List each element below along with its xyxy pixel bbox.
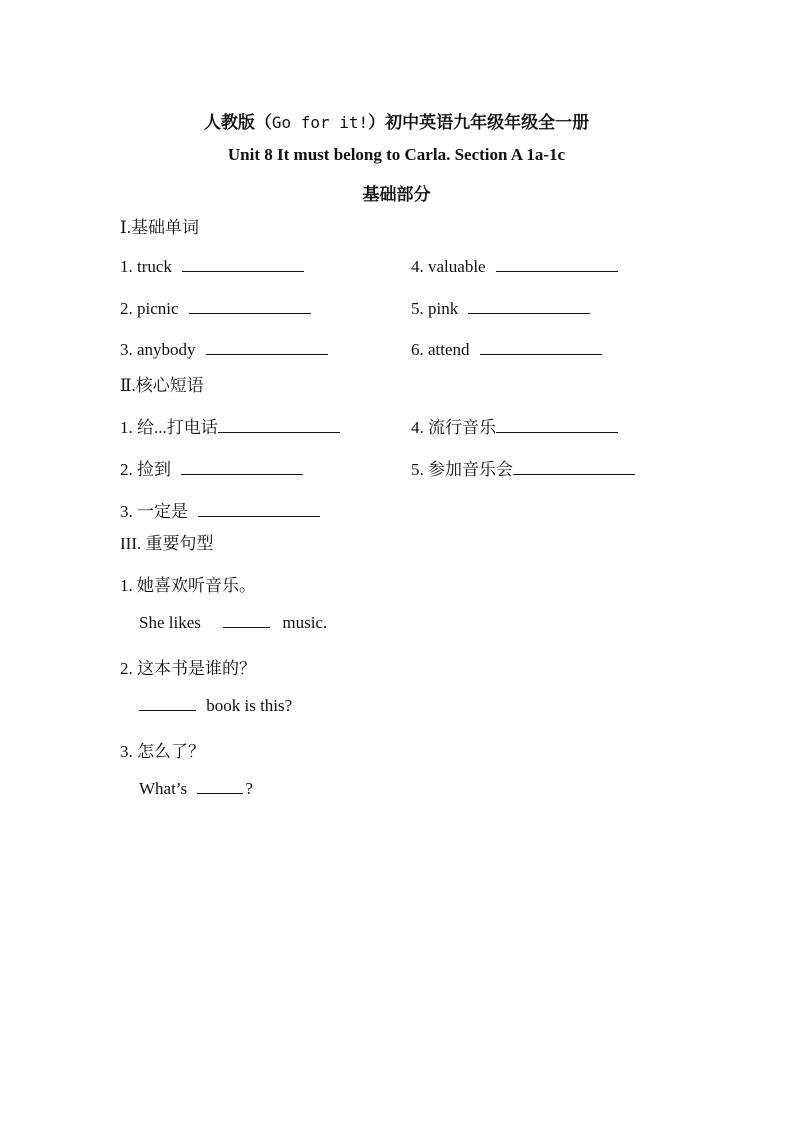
vocab-item [120, 340, 328, 360]
phrase-item [411, 413, 618, 438]
vocab-item [120, 299, 311, 319]
title-series: Go for it! [271, 113, 369, 132]
sentence-post: music. [282, 613, 328, 632]
sentence-answer-line [139, 613, 327, 633]
answer-blank[interactable] [139, 696, 196, 711]
vocab-item [120, 257, 304, 277]
sentence-answer-line [139, 696, 292, 716]
title-suffix: ）初中英语九年级年级全一册 [368, 113, 590, 132]
sentence-prompt: 1. 她喜欢听音乐。 [120, 576, 256, 595]
answer-blank[interactable] [182, 257, 304, 272]
sentence-answer-line [139, 779, 253, 799]
section-vocabulary-heading: Ⅰ.基础单词 [120, 218, 199, 237]
vocab-label: 4. valuable [411, 257, 486, 276]
sentence-post: book is this? [206, 696, 293, 715]
answer-blank[interactable] [468, 299, 590, 314]
phrase-item [120, 413, 340, 438]
phrase-item [120, 497, 320, 522]
sentence-pre: She likes [139, 613, 201, 632]
phrase-label: 2. 捡到 [120, 460, 171, 479]
section-sentences-heading: III. 重要句型 [120, 534, 214, 553]
answer-blank[interactable] [181, 460, 303, 475]
document-title [0, 108, 793, 133]
sentence-prompt: 2. 这本书是谁的？ [120, 659, 256, 678]
vocab-item [411, 340, 602, 360]
answer-blank[interactable] [198, 502, 320, 517]
answer-blank[interactable] [496, 418, 618, 433]
section-phrases-heading: Ⅱ.核心短语 [120, 376, 204, 395]
sentence-pre: What’s [139, 779, 188, 798]
phrase-label: 1. 给...打电话 [120, 418, 218, 437]
title-prefix: 人教版（ [203, 113, 272, 132]
vocab-label: 2. picnic [120, 299, 179, 318]
vocab-label: 6. attend [411, 340, 470, 359]
sentence-prompt: 3. 怎么了？ [120, 742, 205, 761]
vocab-label: 5. pink [411, 299, 459, 318]
vocab-label: 3. anybody [120, 340, 196, 359]
phrase-label: 5. 参加音乐会 [411, 460, 513, 479]
vocab-item [411, 299, 590, 319]
answer-blank[interactable] [218, 418, 340, 433]
answer-blank[interactable] [496, 257, 618, 272]
answer-blank[interactable] [480, 340, 602, 355]
answer-blank[interactable] [197, 779, 243, 794]
sentence-post: ? [245, 779, 253, 798]
answer-blank[interactable] [223, 613, 270, 628]
answer-blank[interactable] [189, 299, 311, 314]
phrase-item [120, 455, 303, 480]
vocab-label: 1. truck [120, 257, 172, 276]
phrase-label: 3. 一定是 [120, 502, 188, 521]
vocab-item [411, 257, 618, 277]
part-heading: 基础部分 [362, 185, 431, 204]
phrase-item [411, 455, 635, 480]
unit-subtitle: Unit 8 It must belong to Carla. Section A 1a-1c [227, 145, 566, 164]
answer-blank[interactable] [206, 340, 328, 355]
phrase-label: 4. 流行音乐 [411, 418, 496, 437]
answer-blank[interactable] [513, 460, 635, 475]
